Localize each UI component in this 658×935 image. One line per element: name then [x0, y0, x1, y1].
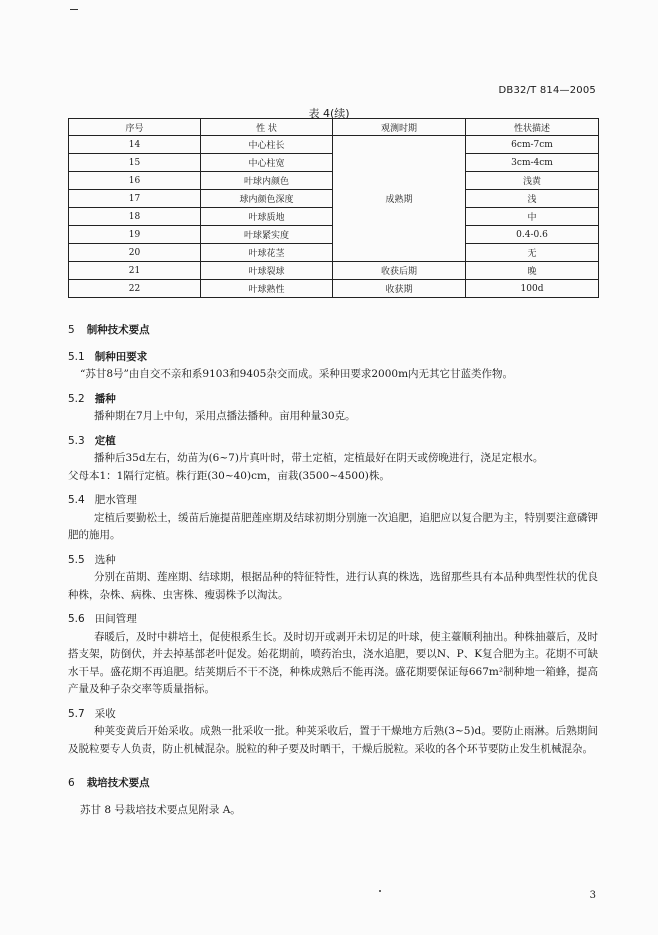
header-period: 观测时期	[333, 119, 466, 136]
section-5-6-text: 春暖后，及时中耕培土，促使根系生长。及时切开或剥开未切足的叶球，使主薹顺利抽出。种株抽薹后，及时搭支架，防倒伏，并去掉基部老叶促发。始花期前，喷药治虫，浇水追肥，要以N、P、K复合肥为主。花期不可缺水干旱。盛花期不再追肥。结荚期后不干不浇，种株成熟后不能再浇。盛花期要保证每667m²制种地一箱蜂，提高产量及种子杂交率等质量指标。	[68, 630, 598, 695]
cell-no: 22	[69, 280, 201, 298]
section-5-2-text: 播种期在7月上中旬，采用点播法播种。亩用种量30克。	[94, 410, 356, 422]
section-5-7-text: 种荚变黄后开始采收。成熟一批采收一批。种荚采收后，置于干燥地方后熟(3~5)d。要防止雨淋。后熟期间及脱粒要专人负责，防止机械混杂。脱粒的种子要及时晒干，干燥后脱粒。采收的各个环节要防止发生机械混杂。	[68, 725, 598, 755]
section-6-text: 苏甘 8 号栽培技术要点见附录 A。	[80, 803, 241, 816]
cell-no: 20	[69, 244, 201, 262]
section-6-heading	[68, 775, 598, 793]
section-5-3-heading	[68, 433, 598, 451]
table-row	[69, 280, 599, 298]
cell-period: 收获期	[333, 280, 466, 298]
section-number: 5.5	[68, 553, 85, 566]
cell-trait: 叶球紧实度	[201, 226, 333, 244]
section-title: 田间管理	[94, 613, 137, 625]
section-number: 5.7	[68, 707, 85, 720]
header-no: 序号	[69, 119, 201, 136]
table-row	[69, 136, 599, 154]
section-5-4-text: 定植后要勤松土，缓苗后施提苗肥莲座期及结球初期分别施一次追肥，追肥应以复合肥为主，特别要注意磷钾肥的施用。	[68, 511, 598, 541]
section-5-1-heading	[68, 349, 598, 367]
cell-trait: 中心柱长	[201, 136, 333, 154]
cell-trait: 叶球熟性	[201, 280, 333, 298]
footer-dot	[379, 890, 381, 892]
section-5-1-text: “苏甘8号”由自交不亲和系9103和9405杂交而成。采种田要求2000m内无其它甘蓝类作物。	[80, 368, 514, 380]
section-5-7-heading	[68, 706, 598, 724]
cell-no: 16	[69, 172, 201, 190]
section-number: 5.4	[68, 494, 85, 506]
table-row	[69, 262, 599, 280]
section-title: 采收	[94, 707, 116, 720]
section-number: 5.3	[68, 434, 85, 447]
standard-code: DB32/T 814—2005	[498, 85, 596, 96]
cell-no: 14	[69, 136, 201, 154]
cell-trait: 球内颜色深度	[201, 190, 333, 208]
section-number: 6	[68, 777, 75, 789]
section-title: 制种田要求	[94, 350, 148, 363]
cell-no: 21	[69, 262, 201, 280]
cell-desc: 3cm-4cm	[466, 154, 599, 172]
body-content	[68, 322, 598, 826]
section-title: 制种技术要点	[86, 324, 150, 336]
table-header-row	[69, 119, 599, 136]
cell-trait: 中心柱宽	[201, 154, 333, 172]
cell-no: 17	[69, 190, 201, 208]
section-5-heading	[68, 322, 598, 340]
header-desc: 性状描述	[466, 119, 599, 136]
section-title: 选种	[94, 553, 116, 566]
cell-desc: 6cm-7cm	[466, 136, 599, 154]
cell-period-merged: 成熟期	[333, 136, 466, 262]
cell-trait: 叶球质地	[201, 208, 333, 226]
section-5-5-text: 分别在苗期、莲座期、结球期，根据品种的特征特性，进行认真的株选，选留那些具有本品种典型性状的优良种株，杂株、病株、虫害株、瘦弱株予以淘汰。	[68, 571, 598, 601]
section-5-3-text: 播种后35d左右，幼苗为(6~7)片真叶时，带土定植，定植最好在阴天或傍晚进行，浇足定根水。	[94, 452, 544, 464]
section-number: 5.6	[68, 613, 85, 625]
page-number: 3	[589, 890, 596, 901]
section-number: 5.1	[68, 350, 85, 363]
cell-desc: 无	[466, 244, 599, 262]
table-title: 表 4(续)	[308, 107, 350, 120]
section-number: 5.2	[68, 392, 85, 405]
cell-desc: 浅	[466, 190, 599, 208]
cell-desc: 中	[466, 208, 599, 226]
cell-no: 15	[69, 154, 201, 172]
section-5-4-heading	[68, 492, 598, 510]
section-5-6-heading	[68, 611, 598, 629]
cell-trait: 叶球裂球	[201, 262, 333, 280]
cell-trait: 叶球内颜色	[201, 172, 333, 190]
cell-no: 18	[69, 208, 201, 226]
header-trait: 性 状	[201, 119, 333, 136]
cell-desc: 0.4-0.6	[466, 226, 599, 244]
cell-no: 19	[69, 226, 201, 244]
section-title: 播种	[94, 392, 116, 405]
cell-trait: 叶球花茎	[201, 244, 333, 262]
top-mark	[70, 9, 78, 10]
cell-desc: 100d	[466, 280, 599, 298]
section-title: 栽培技术要点	[86, 777, 150, 789]
cell-desc: 浅黄	[466, 172, 599, 190]
section-number: 5	[68, 324, 75, 336]
section-title: 定植	[94, 434, 116, 447]
section-5-3-text-2: 父母本1：1隔行定植。株行距(30~40)cm，亩栽(3500~4500)株。	[68, 469, 390, 482]
cell-period: 收获后期	[333, 262, 466, 280]
cell-desc: 晚	[466, 262, 599, 280]
section-title: 肥水管理	[94, 494, 137, 506]
trait-table	[68, 118, 599, 298]
section-5-2-heading	[68, 391, 598, 409]
section-5-5-heading	[68, 552, 598, 570]
